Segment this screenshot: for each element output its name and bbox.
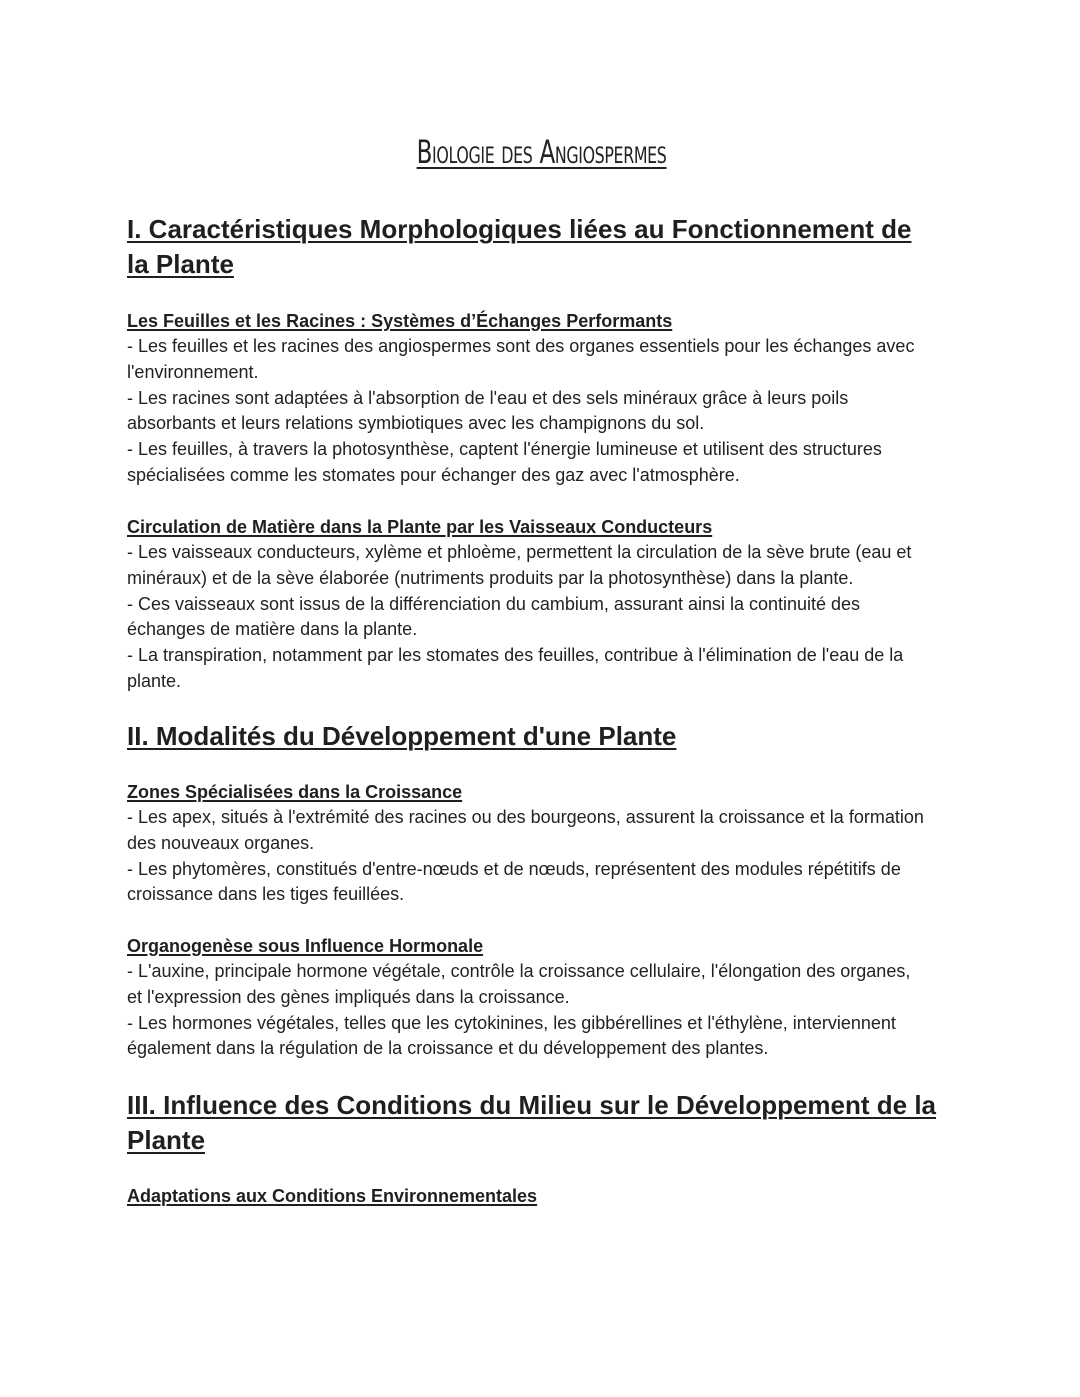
paragraph: - Les feuilles, à travers la photosynthèse, captent l'énergie lumineuse et utilisent des structures spécialisées comme les stomates pour échanger des gaz avec l'atmosphère. (127, 439, 882, 485)
document-title: Biologie des Angiospermes (417, 133, 667, 171)
paragraph: - Les vaisseaux conducteurs, xylème et phloème, permettent la circulation de la sève brute (eau et minéraux) et de la sève élaborée (nutriments produits par la photosynthèse) dans la plante. (127, 542, 912, 588)
subsection-2-2 (127, 933, 957, 1062)
paragraph: - Les feuilles et les racines des angiospermes sont des organes essentiels pour les échanges avec l'environnement. (127, 336, 915, 382)
subsection-heading: Les Feuilles et les Racines : Systèmes d’Échanges Performants (127, 311, 673, 331)
subsection-1-2 (127, 514, 957, 695)
paragraph: - L'auxine, principale hormone végétale, contrôle la croissance cellulaire, l'élongation des organes, et l'expression des gènes impliqués dans la croissance. (127, 961, 911, 1007)
subsection-1-1 (127, 308, 957, 489)
paragraph: - La transpiration, notamment par les stomates des feuilles, contribue à l'élimination de l'eau de la plante. (127, 645, 904, 691)
section-1 (127, 212, 957, 282)
subsection-3-1 (127, 1183, 957, 1209)
section-heading: II. Modalités du Développement d'une Plante (127, 721, 677, 751)
subsection-heading: Zones Spécialisées dans la Croissance (127, 782, 463, 802)
subsection-2-1 (127, 779, 957, 908)
paragraph: - Ces vaisseaux sont issus de la différenciation du cambium, assurant ainsi la continuité des échanges de matière dans la plante. (127, 593, 861, 640)
subsection-heading: Adaptations aux Conditions Environnementales (127, 1186, 538, 1206)
section-heading: I. Caractéristiques Morphologiques liées au Fonctionnement de la Plante (127, 214, 912, 279)
subsection-heading: Circulation de Matière dans la Plante par les Vaisseaux Conducteurs (127, 517, 713, 537)
paragraph: - Les racines sont adaptées à l'absorption de l'eau et des sels minéraux grâce à leurs poils absorbants et leurs relations symbiotiques avec les champignons du sol. (127, 387, 849, 434)
section-2 (127, 719, 957, 754)
section-heading: III. Influence des Conditions du Milieu sur le Développement de la Plante (127, 1090, 937, 1155)
section-3 (127, 1088, 957, 1158)
paragraph: - Les apex, situés à l'extrémité des racines ou des bourgeons, assurent la croissance et la formation des nouveaux organes. (127, 807, 924, 853)
paragraph: - Les hormones végétales, telles que les cytokinines, les gibbérellines et l'éthylène, interviennent également dans la régulation de la croissance et du développement des plantes. (127, 1012, 896, 1059)
subsection-heading: Organogenèse sous Influence Hormonale (127, 936, 484, 956)
paragraph: - Les phytomères, constitués d'entre-nœuds et de nœuds, représentent des modules répétitifs de croissance dans les tiges feuillées. (127, 858, 901, 905)
